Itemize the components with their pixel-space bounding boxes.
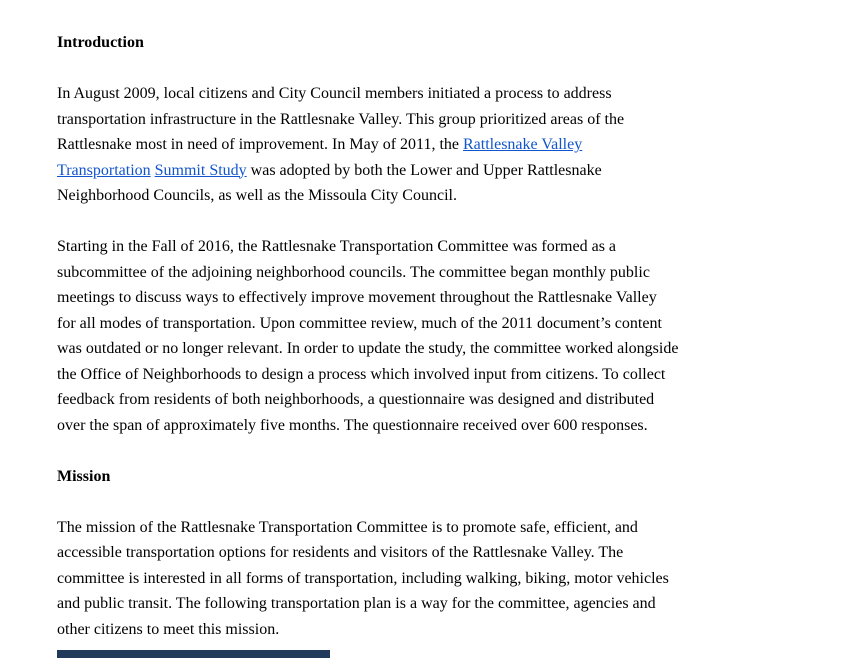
text-segment: committee is interested in all forms of transportation, including walking, biking, motor vehicles (57, 569, 669, 587)
text-line (57, 81, 809, 107)
text-segment: was adopted by both the Lower and Upper Rattlesnake (246, 161, 602, 179)
text-segment: and public transit. The following transportation plan is a way for the committee, agencies and (57, 595, 656, 612)
text-segment: Rattlesnake most in need of improvement. In May of 2011, the (57, 136, 463, 153)
text-segment: for all modes of transportation. Upon committee review, much of the 2011 document’s content (57, 314, 662, 332)
text-line (57, 362, 809, 388)
text-line (57, 183, 809, 209)
text-line (57, 413, 809, 439)
text-segment: In August 2009, local citizens and City Council members initiated a process to address (57, 85, 612, 102)
text-line (57, 107, 809, 133)
text-segment: Neighborhood Councils, as well as the Missoula City Council. (57, 187, 457, 204)
study-link-summit-study[interactable]: Summit Study (154, 161, 247, 179)
text-line (57, 515, 809, 541)
text-line (57, 132, 809, 158)
text-line (57, 311, 809, 337)
text-line (57, 617, 809, 643)
document-body (57, 30, 809, 668)
text-line (57, 566, 809, 592)
text-segment: accessible transportation options for residents and visitors of the Rattlesnake Valley. The (57, 544, 624, 561)
paragraph-committee (57, 234, 809, 438)
text-segment: feedback from residents of both neighborhoods, a questionnaire was designed and distributed (57, 391, 655, 408)
text-segment: over the span of approximately five months. The questionnaire received over 600 responses. (57, 416, 648, 434)
text-segment: Starting in the Fall of 2016, the Rattlesnake Transportation Committee was formed as a (57, 238, 617, 255)
text-line (57, 540, 809, 566)
text-line (57, 260, 809, 286)
heading-mission: Mission (57, 467, 111, 485)
text-line (57, 234, 809, 260)
clipped-next-element-edge (57, 650, 330, 658)
paragraph-history (57, 81, 809, 209)
heading-introduction: Introduction (57, 34, 144, 51)
text-segment: subcommittee of the adjoining neighborhood councils. The committee began monthly public (57, 263, 650, 281)
text-line (57, 336, 809, 362)
text-segment: meetings to discuss ways to effectively improve movement throughout the Rattlesnake Valley (57, 289, 657, 306)
text-segment: The mission of the Rattlesnake Transportation Committee is to promote safe, efficient, and (57, 518, 638, 536)
study-link-rattlesnake-valley[interactable]: Rattlesnake Valley (462, 136, 583, 153)
study-link-transportation[interactable]: Transportation (57, 161, 151, 179)
text-segment: was outdated or no longer relevant. In order to update the study, the committee worked alongside (57, 340, 679, 357)
paragraph-mission (57, 515, 809, 643)
text-line (57, 158, 809, 184)
text-segment: the Office of Neighborhoods to design a process which involved input from citizens. To collect (57, 365, 666, 383)
text-segment: other citizens to meet this mission. (57, 620, 280, 638)
text-line (57, 285, 809, 311)
text-line (57, 591, 809, 617)
text-line (57, 387, 809, 413)
text-segment: transportation infrastructure in the Rattlesnake Valley. This group prioritized areas of the (57, 110, 625, 128)
